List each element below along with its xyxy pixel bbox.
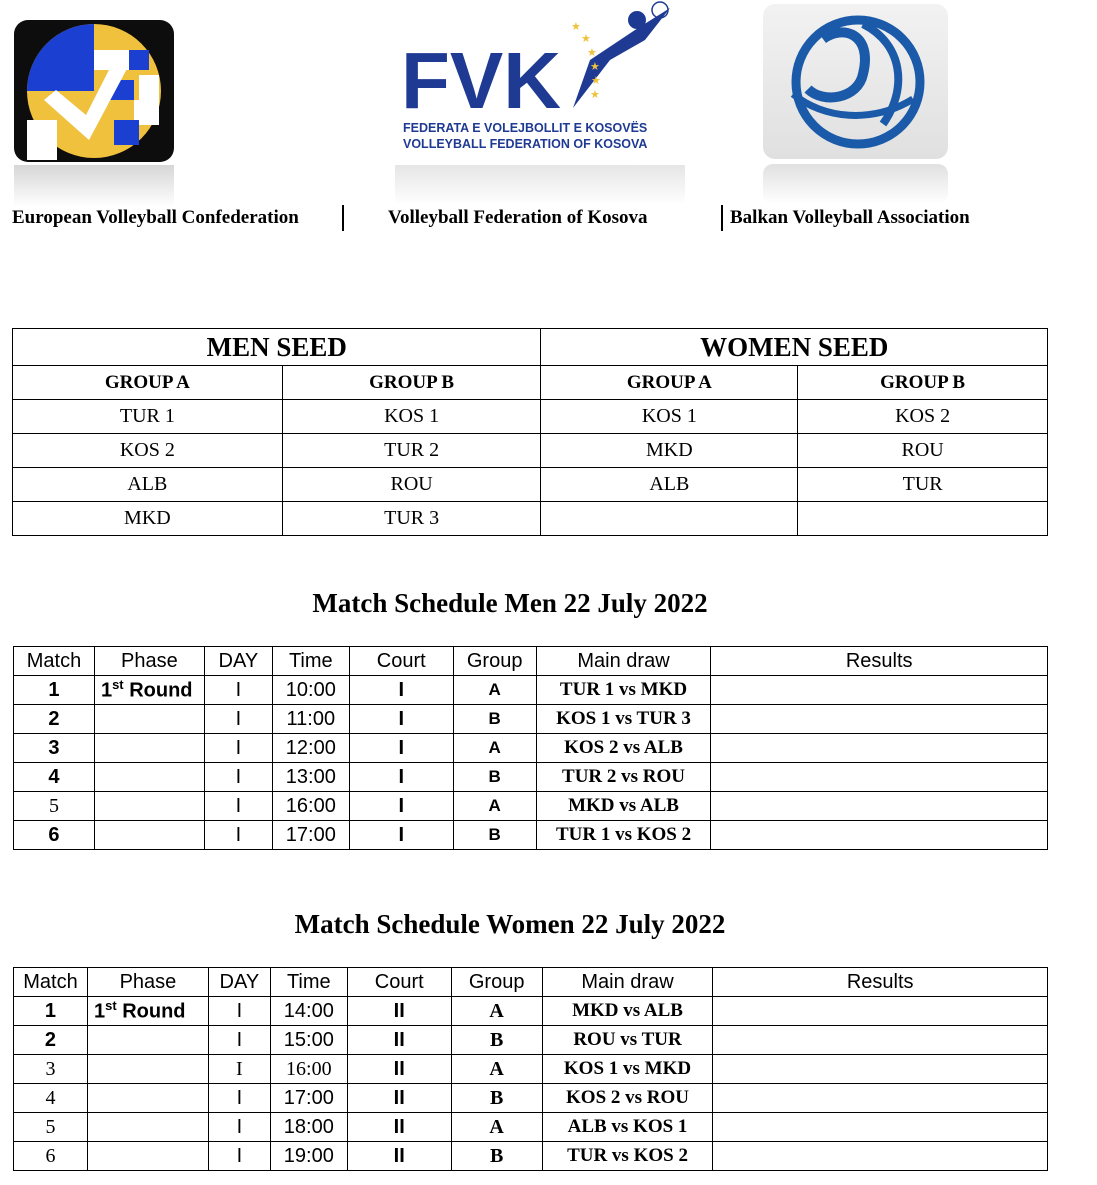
phase-cell — [94, 734, 204, 763]
main-draw-cell: KOS 2 vs ALB — [536, 734, 711, 763]
match-number: 2 — [14, 705, 95, 734]
main-draw-cell: TUR vs KOS 2 — [542, 1142, 713, 1171]
phase-cell — [94, 792, 204, 821]
court-cell: I — [349, 705, 453, 734]
svg-text:★: ★ — [591, 74, 601, 87]
results-cell — [711, 676, 1048, 705]
col-header: Group — [453, 647, 536, 676]
fvk-subtitle-1: FEDERATA E VOLEJBOLLIT E KOSOVËS — [403, 121, 648, 135]
phase-cell — [94, 705, 204, 734]
table-row — [14, 705, 1048, 734]
col-header: DAY — [204, 647, 272, 676]
men-schedule-table — [13, 646, 1048, 850]
time-cell: 15:00 — [270, 1026, 347, 1055]
results-cell — [713, 1084, 1048, 1113]
day-cell: I — [204, 821, 272, 850]
col-header: Time — [272, 647, 349, 676]
col-header: Phase — [87, 968, 208, 997]
men-group-a-header: GROUP A — [13, 366, 283, 400]
results-cell — [711, 705, 1048, 734]
org-name-cev: European Volleyball Confederation — [12, 207, 299, 228]
match-number: 5 — [14, 1113, 88, 1142]
seed-table — [12, 328, 1048, 536]
time-cell: 16:00 — [272, 792, 349, 821]
day-cell: I — [208, 1084, 270, 1113]
main-draw-cell: TUR 1 vs MKD — [536, 676, 711, 705]
col-header: Results — [711, 647, 1048, 676]
court-cell: II — [347, 997, 451, 1026]
time-cell: 18:00 — [270, 1113, 347, 1142]
seed-cell: TUR 3 — [282, 502, 541, 536]
fvk-letters: FVK — [401, 36, 561, 125]
results-cell — [711, 821, 1048, 850]
main-draw-cell: ALB vs KOS 1 — [542, 1113, 713, 1142]
group-cell: B — [451, 1142, 542, 1171]
col-header: DAY — [208, 968, 270, 997]
table-row — [14, 997, 1048, 1026]
court-cell: II — [347, 1055, 451, 1084]
time-cell: 17:00 — [270, 1084, 347, 1113]
main-draw-cell: KOS 2 vs ROU — [542, 1084, 713, 1113]
day-cell: I — [204, 792, 272, 821]
women-seed-title: WOMEN SEED — [541, 329, 1048, 366]
day-cell: I — [208, 1026, 270, 1055]
court-cell: I — [349, 676, 453, 705]
day-cell: I — [204, 705, 272, 734]
results-cell — [713, 997, 1048, 1026]
time-cell: 16:00 — [270, 1055, 347, 1084]
match-number: 3 — [14, 1055, 88, 1084]
svg-text:★: ★ — [581, 32, 591, 45]
seed-cell: KOS 2 — [13, 434, 283, 468]
svg-text:★: ★ — [571, 20, 581, 33]
results-cell — [711, 734, 1048, 763]
phase-cell: 1st Round — [87, 997, 208, 1026]
main-draw-cell: MKD vs ALB — [536, 792, 711, 821]
col-header: Match — [14, 647, 95, 676]
results-cell — [713, 1142, 1048, 1171]
divider — [342, 205, 344, 231]
table-row — [14, 1055, 1048, 1084]
main-draw-cell: KOS 1 vs MKD — [542, 1055, 713, 1084]
col-header: Main draw — [536, 647, 711, 676]
svg-text:★: ★ — [590, 88, 600, 101]
phase-cell: 1st Round — [94, 676, 204, 705]
day-cell: I — [204, 763, 272, 792]
group-cell: B — [453, 763, 536, 792]
time-cell: 10:00 — [272, 676, 349, 705]
bva-logo — [763, 4, 948, 204]
table-row — [14, 792, 1048, 821]
table-row — [14, 1084, 1048, 1113]
phase-cell — [87, 1142, 208, 1171]
fvk-subtitle-2: VOLLEYBALL FEDERATION OF KOSOVA — [403, 137, 648, 151]
women-group-b-header: GROUP B — [798, 366, 1048, 400]
men-seed-title: MEN SEED — [13, 329, 541, 366]
cev-logo — [14, 20, 176, 210]
women-schedule-table — [13, 967, 1048, 1171]
col-header: Court — [349, 647, 453, 676]
court-cell: I — [349, 734, 453, 763]
phase-cell — [94, 821, 204, 850]
group-cell: B — [451, 1084, 542, 1113]
seed-cell: KOS 1 — [541, 400, 798, 434]
group-cell: A — [451, 1055, 542, 1084]
phase-cell — [94, 763, 204, 792]
divider — [721, 205, 723, 231]
seed-cell: ALB — [541, 468, 798, 502]
seed-cell: MKD — [13, 502, 283, 536]
court-cell: I — [349, 821, 453, 850]
col-header: Court — [347, 968, 451, 997]
day-cell: I — [208, 1142, 270, 1171]
match-number: 6 — [14, 821, 95, 850]
fvk-logo — [395, 0, 685, 205]
match-number: 1 — [14, 997, 88, 1026]
women-schedule-title: Match Schedule Women 22 July 2022 — [294, 909, 726, 939]
results-cell — [713, 1113, 1048, 1142]
main-draw-cell: MKD vs ALB — [542, 997, 713, 1026]
time-cell: 12:00 — [272, 734, 349, 763]
phase-cell — [87, 1055, 208, 1084]
col-header: Results — [713, 968, 1048, 997]
group-cell: A — [451, 1113, 542, 1142]
day-cell: I — [208, 1055, 270, 1084]
match-number: 5 — [14, 792, 95, 821]
day-cell: I — [204, 734, 272, 763]
table-row — [14, 734, 1048, 763]
court-cell: II — [347, 1026, 451, 1055]
court-cell: I — [349, 763, 453, 792]
group-cell: A — [453, 676, 536, 705]
results-cell — [713, 1055, 1048, 1084]
court-cell: II — [347, 1113, 451, 1142]
col-header: Time — [270, 968, 347, 997]
table-row — [14, 676, 1048, 705]
court-cell: II — [347, 1084, 451, 1113]
seed-cell: ALB — [13, 468, 283, 502]
group-cell: B — [453, 821, 536, 850]
main-draw-cell: TUR 1 vs KOS 2 — [536, 821, 711, 850]
day-cell: I — [208, 1113, 270, 1142]
table-row — [14, 1113, 1048, 1142]
col-header: Main draw — [542, 968, 713, 997]
table-row — [14, 763, 1048, 792]
org-name-bva: Balkan Volleyball Association — [730, 207, 970, 228]
table-row — [14, 1026, 1048, 1055]
seed-cell — [541, 502, 798, 536]
col-header: Match — [14, 968, 88, 997]
seed-cell: KOS 1 — [282, 400, 541, 434]
table-row — [14, 821, 1048, 850]
group-cell: A — [453, 792, 536, 821]
seed-cell: TUR — [798, 468, 1048, 502]
seed-cell: TUR 2 — [282, 434, 541, 468]
phase-cell — [87, 1026, 208, 1055]
court-cell: I — [349, 792, 453, 821]
day-cell: I — [208, 997, 270, 1026]
group-cell: B — [451, 1026, 542, 1055]
seed-cell: ROU — [798, 434, 1048, 468]
results-cell — [713, 1026, 1048, 1055]
main-draw-cell: KOS 1 vs TUR 3 — [536, 705, 711, 734]
time-cell: 14:00 — [270, 997, 347, 1026]
day-cell: I — [204, 676, 272, 705]
phase-cell — [87, 1084, 208, 1113]
org-name-fvk: Volleyball Federation of Kosova — [388, 207, 648, 228]
match-number: 2 — [14, 1026, 88, 1055]
seed-cell: TUR 1 — [13, 400, 283, 434]
men-group-b-header: GROUP B — [282, 366, 541, 400]
time-cell: 11:00 — [272, 705, 349, 734]
match-number: 6 — [14, 1142, 88, 1171]
group-cell: A — [451, 997, 542, 1026]
match-number: 1 — [14, 676, 95, 705]
svg-text:★: ★ — [590, 60, 600, 73]
match-number: 4 — [14, 763, 95, 792]
group-cell: A — [453, 734, 536, 763]
match-number: 4 — [14, 1084, 88, 1113]
women-group-a-header: GROUP A — [541, 366, 798, 400]
results-cell — [711, 763, 1048, 792]
seed-cell: KOS 2 — [798, 400, 1048, 434]
phase-cell — [87, 1113, 208, 1142]
seed-cell — [798, 502, 1048, 536]
group-cell: B — [453, 705, 536, 734]
seed-cell: MKD — [541, 434, 798, 468]
match-number: 3 — [14, 734, 95, 763]
time-cell: 13:00 — [272, 763, 349, 792]
seed-cell: ROU — [282, 468, 541, 502]
court-cell: II — [347, 1142, 451, 1171]
time-cell: 17:00 — [272, 821, 349, 850]
results-cell — [711, 792, 1048, 821]
main-draw-cell: TUR 2 vs ROU — [536, 763, 711, 792]
time-cell: 19:00 — [270, 1142, 347, 1171]
main-draw-cell: ROU vs TUR — [542, 1026, 713, 1055]
table-row — [14, 1142, 1048, 1171]
col-header: Group — [451, 968, 542, 997]
svg-text:★: ★ — [587, 46, 597, 59]
col-header: Phase — [94, 647, 204, 676]
men-schedule-title: Match Schedule Men 22 July 2022 — [312, 588, 708, 618]
